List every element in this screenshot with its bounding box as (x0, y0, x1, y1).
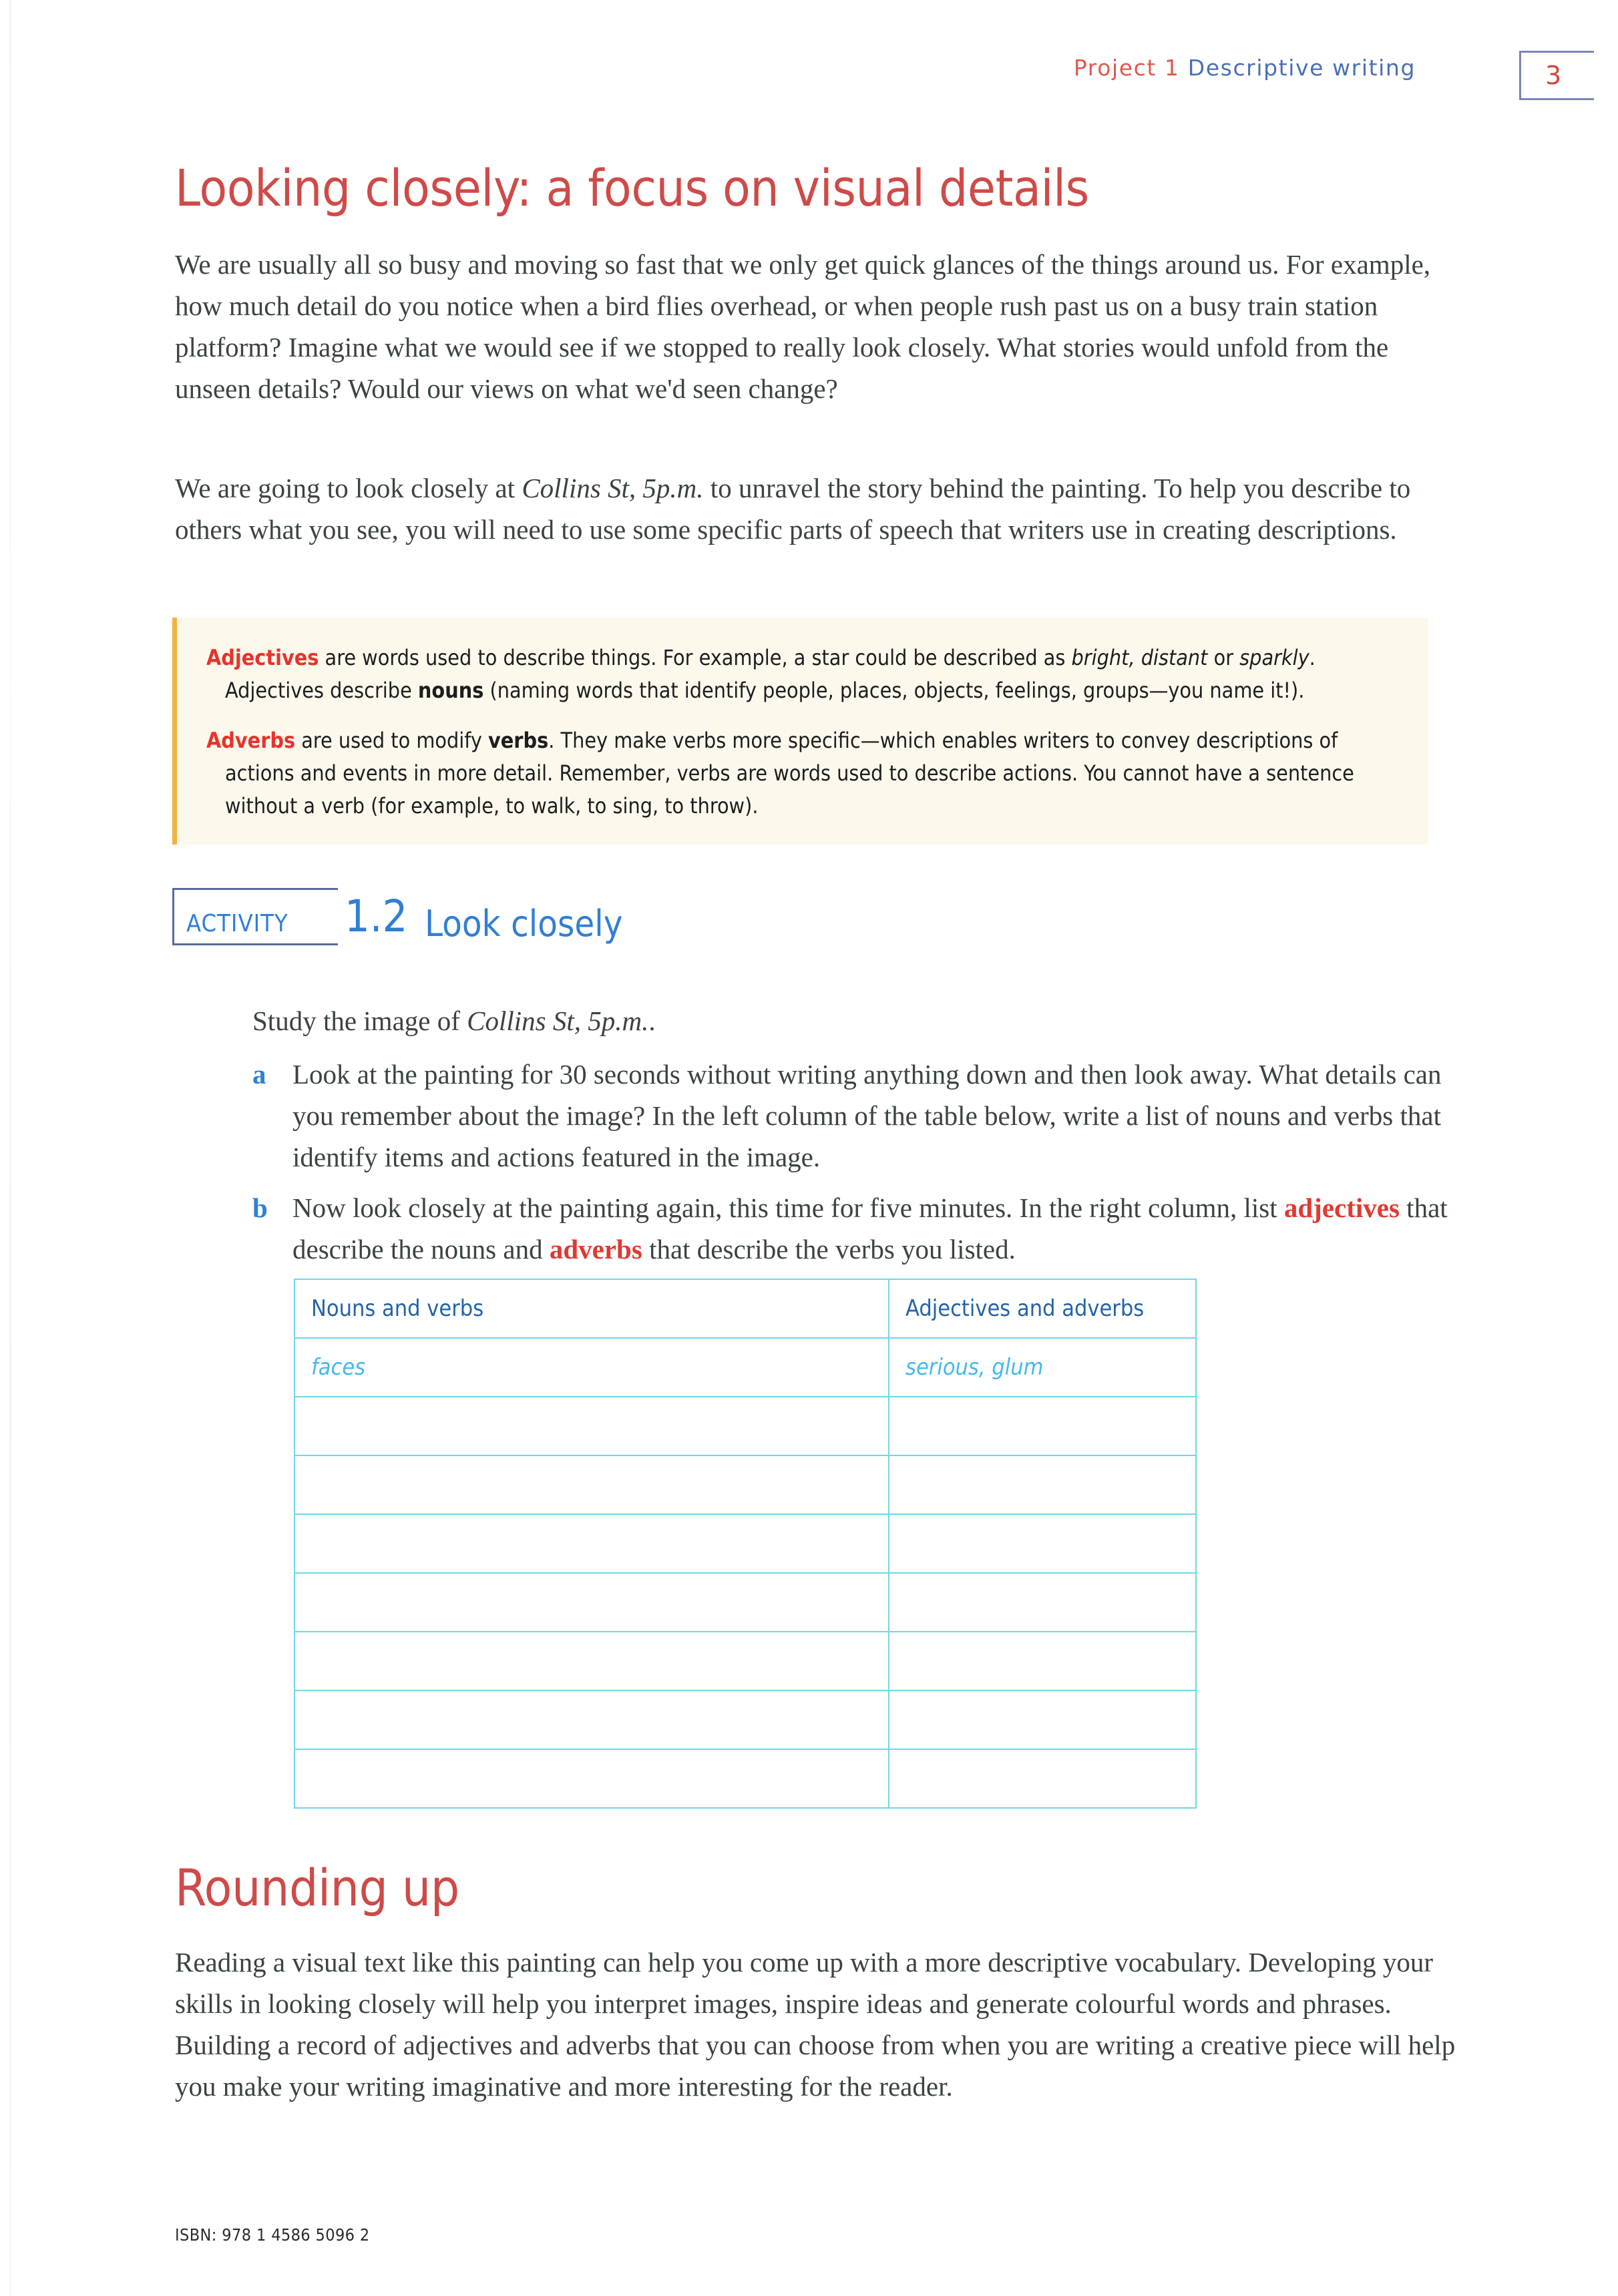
rounding-up-paragraph: Reading a visual text like this painting can help you come up with a more descriptive vocabulary. Developing your skills in looking closely will help you interpret images, inspire ideas and generate colourful words and phrases. Building a record of adjectives and adverbs that you can choose from when you are writing a creative piece will help you make your writing imaginative and more interesting for the reader. (175, 1947, 1456, 2102)
worksheet-table[interactable] (294, 1279, 1197, 1809)
isbn-footer: ISBN: 978 1 4586 5096 2 (175, 2225, 370, 2245)
adj-example-1: bright, distant (1071, 645, 1208, 670)
cell-nouns-verbs[interactable] (294, 1690, 889, 1749)
definition-adverbs (206, 724, 1398, 823)
cell-nouns-verbs[interactable] (294, 1514, 889, 1573)
running-head (1074, 55, 1416, 81)
rounding-up-title: Rounding up (175, 1858, 459, 1917)
activity-intro-painting-title: Collins St, 5p.m. (467, 1005, 649, 1036)
table-row[interactable] (294, 1749, 1196, 1808)
table-row[interactable] (294, 1690, 1196, 1749)
table-row[interactable] (294, 1455, 1196, 1514)
running-head-project: Project 1 (1073, 55, 1180, 81)
cell-adjectives-adverbs[interactable] (889, 1397, 1196, 1455)
activity-item-b-text-3: that describe the verbs you listed. (642, 1234, 1016, 1265)
activity-marker-a: a (252, 1059, 266, 1090)
adj-text-4: (naming words that identify people, places, objects, feelings, groups—you name it!). (483, 678, 1305, 703)
activity-item-b (252, 1187, 1448, 1270)
cell-nouns-verbs[interactable] (294, 1397, 889, 1455)
adj-bold-nouns: nouns (417, 678, 484, 703)
worksheet-table-head (294, 1279, 1196, 1338)
activity-intro-b: . (648, 1005, 656, 1036)
page-number-box (1519, 51, 1594, 100)
activity-item-a-text: Look at the painting for 30 seconds without writing anything down and then look away. What details can you remember about the image? In the left column of the table below, write a list of nouns and verbs that identify items and actions featured in the image. (292, 1059, 1442, 1172)
table-row[interactable] (294, 1632, 1196, 1690)
definition-box (172, 618, 1428, 845)
adj-text-2: or (1207, 645, 1240, 670)
table-row[interactable] (294, 1338, 1196, 1397)
cell-nouns-verbs[interactable] (294, 1632, 889, 1690)
cell-nouns-verbs[interactable] (294, 1749, 889, 1808)
column-header-nouns-verbs: Nouns and verbs (294, 1279, 889, 1338)
cell-adjectives-adverbs[interactable] (889, 1573, 1196, 1632)
table-row[interactable] (294, 1397, 1196, 1455)
highlight-adverbs: adverbs (549, 1234, 642, 1265)
cell-adjectives-adverbs[interactable] (889, 1749, 1196, 1808)
cell-nouns-verbs[interactable] (294, 1573, 889, 1632)
activity-title: Look closely (425, 903, 623, 945)
cell-adjectives-adverbs[interactable] (889, 1514, 1196, 1573)
activity-list (252, 1054, 1448, 1279)
intro-paragraph-2 (175, 467, 1437, 550)
term-adjectives: Adjectives (206, 645, 319, 670)
activity-item-b-text-2: that describe the nouns and (292, 1192, 1448, 1265)
intro-paragraph-1: We are usually all so busy and moving so fast that we only get quick glances of the things around us. For example, how much detail do you notice when a bird flies overhead, or when people rush past us on a busy train station platform? Imagine what we would see if we stopped to really look closely. What stories would unfold from the unseen details? Would our views on what we'd seen change? (175, 249, 1431, 404)
cell-nouns-verbs[interactable] (294, 1455, 889, 1514)
running-head-section: Descriptive writing (1187, 55, 1416, 81)
definition-adjectives (206, 642, 1398, 707)
page-number: 3 (1545, 61, 1562, 90)
cell-adjectives-adverbs[interactable]: serious, glum (889, 1338, 1196, 1397)
cell-adjectives-adverbs[interactable] (889, 1455, 1196, 1514)
cell-nouns-verbs[interactable]: faces (294, 1338, 889, 1397)
activity-tag-box (172, 888, 338, 945)
worksheet-table-body (294, 1338, 1196, 1808)
column-header-adjectives-adverbs: Adjectives and adverbs (889, 1279, 1196, 1338)
highlight-adjectives: adjectives (1283, 1192, 1400, 1223)
adv-text-1: are used to modify (295, 728, 488, 753)
intro-2-text-a: We are going to look closely at (175, 473, 522, 503)
intro-2-text-b: to unravel the story behind the painting. To help you describe to others what you see, you will need to use some specific parts of speech that writers use in creating descriptions. (175, 473, 1411, 545)
activity-number: 1.2 (345, 891, 408, 942)
activity-tag-label: ACTIVITY (186, 910, 288, 937)
activity-item-b-text-1: Now look closely at the painting again, this time for five minutes. In the right column, list (292, 1192, 1284, 1223)
cell-adjectives-adverbs[interactable] (889, 1690, 1196, 1749)
adv-bold-verbs: verbs (488, 728, 549, 753)
adv-text-2: . They make verbs more specific—which enables writers to convey descriptions of actions and events in more detail. Remember, verbs are words used to describe actions. You cannot have a sentence without a verb (for example, to walk, to sing, to throw). (225, 728, 1354, 819)
table-row[interactable] (294, 1573, 1196, 1632)
activity-item-a (252, 1054, 1448, 1178)
cell-adjectives-adverbs[interactable] (889, 1632, 1196, 1690)
painting-title-italic: Collins St, 5p.m. (522, 473, 704, 503)
activity-intro-a: Study the image of (252, 1005, 467, 1036)
table-header-row (294, 1279, 1196, 1338)
term-adverbs: Adverbs (206, 728, 296, 753)
activity-intro (252, 1000, 1441, 1042)
adj-text-3: . Adjectives describe (225, 645, 1316, 703)
page-title: Looking closely: a focus on visual details (175, 158, 1089, 218)
activity-marker-b: b (252, 1192, 268, 1223)
table-row[interactable] (294, 1514, 1196, 1573)
adj-example-2: sparkly (1239, 645, 1309, 670)
adj-text-1: are words used to describe things. For example, a star could be described as (319, 645, 1072, 670)
